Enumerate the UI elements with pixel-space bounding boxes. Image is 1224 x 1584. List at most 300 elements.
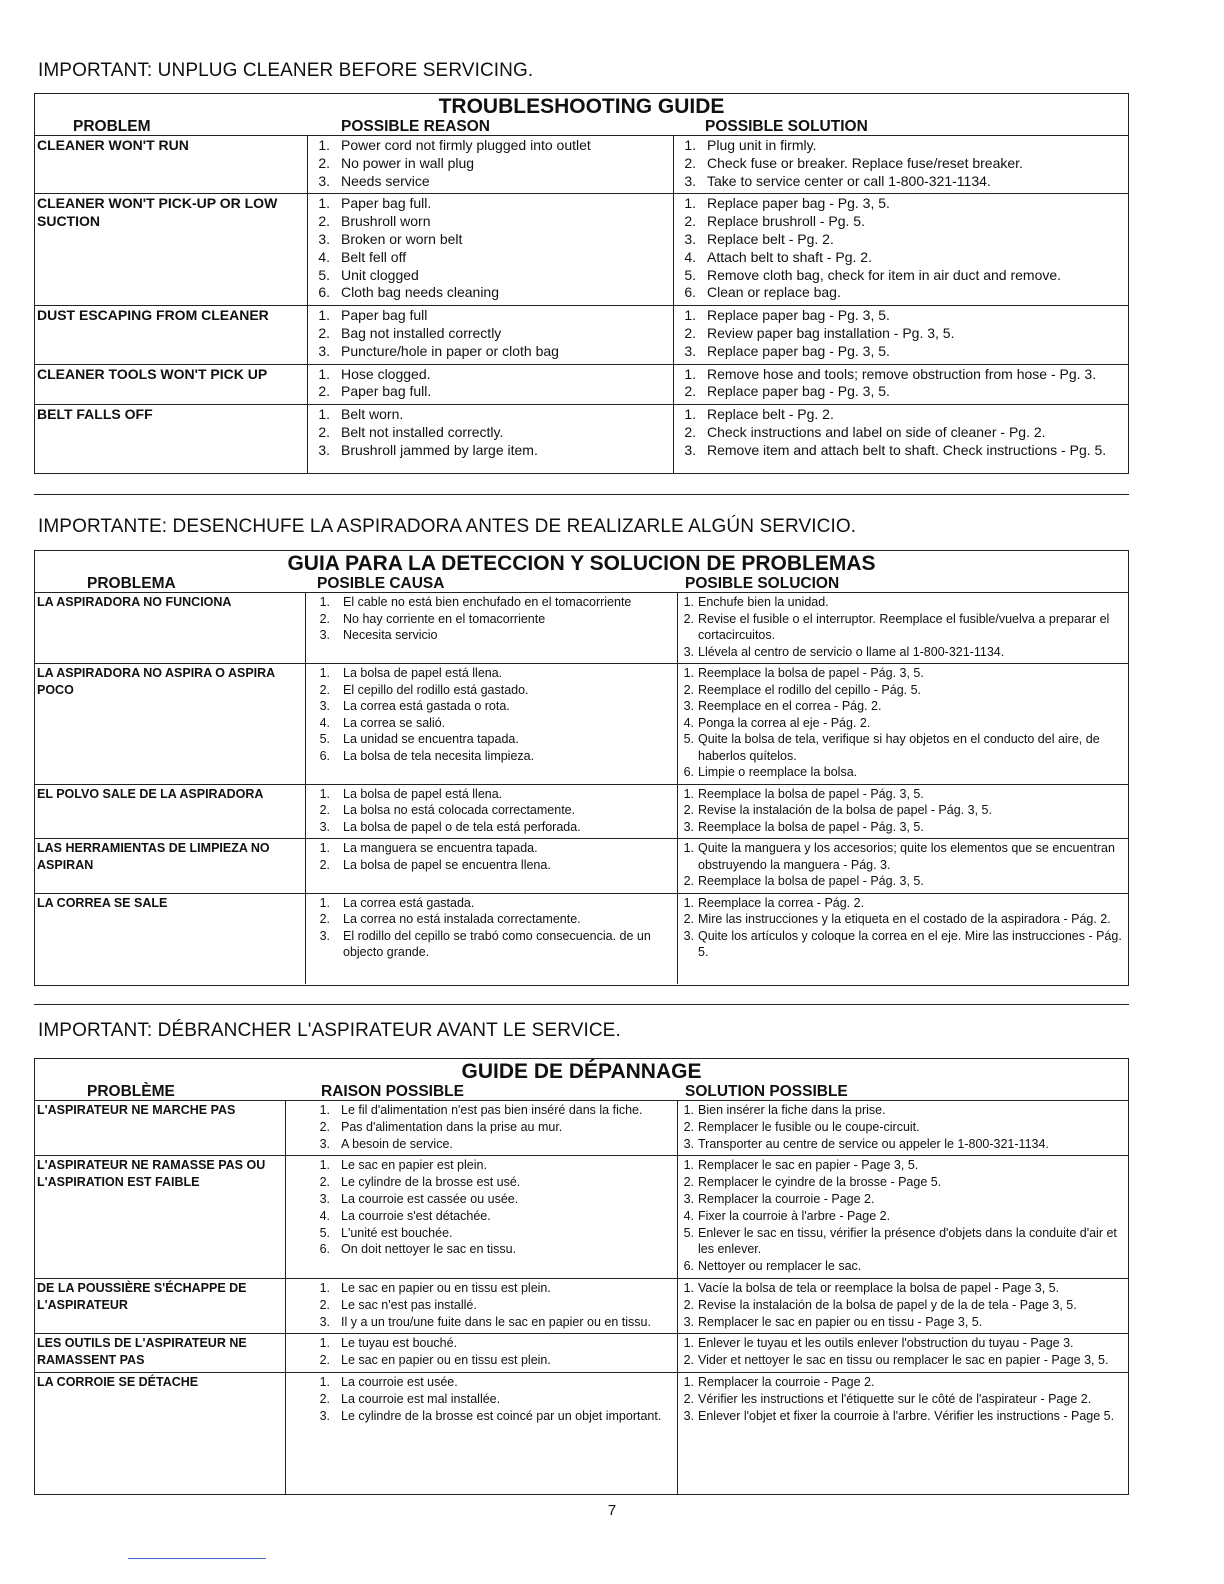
solution-cell [677,1101,1128,1155]
item-text: Il y a un trou/une fuite dans le sac en papier ou en tissu. [341,1314,651,1329]
reason-item [310,383,670,401]
reason-item [308,928,674,961]
item-number: 2. [683,874,694,888]
solution-cell [673,306,1128,363]
solution-item [680,1208,1125,1225]
section-divider [34,494,1129,495]
reason-item [288,1208,674,1225]
solution-item [676,195,1125,213]
item-text: Puncture/hole in paper or cloth bag [341,342,559,359]
item-number: 3. [683,819,694,834]
item-text: Plug unit in firmly. [707,137,817,153]
item-number: 3. [318,172,330,189]
item-number: 1. [318,307,330,324]
reason-item [310,424,670,442]
item-text: Pas d'alimentation dans la prise au mur. [341,1119,563,1134]
solution-item [676,307,1125,325]
reason-item [288,1136,674,1153]
solution-item [680,1157,1125,1174]
reason-cell [307,365,673,405]
solution-item [676,137,1125,155]
item-text: Replace paper bag - Pg. 3, 5. [707,383,890,400]
reason-item [288,1119,674,1136]
item-number: 6. [319,1242,330,1257]
item-number: 5. [319,732,330,746]
item-number: 2. [684,383,696,400]
notice-french: IMPORTANT: DÉBRANCHER L'ASPIRATEUR AVANT LE SERVICE. [38,1020,621,1041]
reason-cell [305,664,677,784]
item-number: 5. [319,1225,330,1240]
item-text: Belt not installed correctly. [341,423,504,440]
reason-item [288,1391,674,1408]
reason-item [310,231,670,249]
solution-item [676,424,1125,442]
problem-cell: L'ASPIRATEUR NE RAMASSE PAS OU L'ASPIRATION EST FAIBLE [37,1158,266,1190]
item-number: 4. [319,715,330,730]
solution-item [680,1191,1125,1208]
solution-item [680,1352,1125,1369]
header-problem: PROBLEMA [87,575,176,592]
item-text: Revise la instalación de la bolsa de papel - Pág. 3, 5. [698,803,992,817]
solution-item [680,665,1125,682]
table-row [35,1156,1128,1279]
item-number: 1. [318,406,330,423]
item-text: Llévela al centro de servicio o llame al 1-800-321-1134. [698,644,1005,659]
header-solution: POSIBLE SOLUCION [685,575,840,592]
item-number: 3. [318,441,330,458]
page-number: 7 [607,1502,617,1519]
item-number: 1. [683,1280,694,1295]
reason-item [310,267,670,285]
troubleshooting-guide-french [34,1058,1129,1495]
table-row [35,894,1128,984]
solution-item [676,325,1125,343]
item-text: Remplacer le sac en papier - Page 3, 5. [698,1158,919,1173]
item-text: La courroie est cassée ou usée. [341,1191,519,1206]
item-number: 1. [683,1158,694,1173]
item-text: Reemplace la bolsa de papel - Pág. 3, 5. [698,874,924,888]
item-number: 1. [318,195,330,212]
item-text: Take to service center or call 1-800-321-1134. [707,172,991,189]
item-text: Needs service [341,172,430,189]
item-text: Unit clogged [341,266,419,283]
solution-item [680,1408,1125,1425]
item-text: Review paper bag installation - Pg. 3, 5. [707,324,955,341]
item-text: Reemplace en el correa - Pág. 2. [698,699,882,713]
item-number: 3. [683,928,694,943]
reason-item [308,748,674,765]
solution-item [680,1258,1125,1275]
reason-item [308,594,674,611]
solution-item [680,1374,1125,1391]
item-text: Enlever le sac en tissu, vérifier la présence d'objets dans la conduite d'air et les enlever. [698,1225,1117,1257]
table-row [35,1279,1128,1334]
item-text: Transporter au centre de service ou appeler le 1-800-321-1134. [698,1136,1049,1151]
solution-item [680,802,1125,819]
table-row [35,1334,1128,1373]
column-headers [35,575,1128,593]
table-row [35,136,1128,194]
item-text: La bolsa de papel se encuentra llena. [343,857,551,872]
reason-item [310,155,670,173]
item-number: 1. [319,1158,330,1173]
item-number: 2. [319,1175,330,1190]
header-problem: PROBLÈME [87,1083,175,1100]
item-text: Replace belt - Pg. 2. [707,406,834,423]
item-number: 1. [684,195,696,212]
solution-item [680,911,1125,928]
item-number: 1. [683,1374,694,1389]
item-number: 3. [683,699,694,713]
solution-item [680,1335,1125,1352]
item-number: 2. [683,1175,694,1190]
problem-cell: LES OUTILS DE L'ASPIRATEUR NE RAMASSENT PAS [37,1336,247,1368]
reason-item [310,195,670,213]
solution-item [680,1225,1125,1259]
item-number: 1. [683,666,694,680]
table-row [35,664,1128,785]
item-number: 3. [683,1136,694,1151]
problem-cell: DE LA POUSSIÈRE S'ÉCHAPPE DE L'ASPIRATEUR [37,1280,247,1312]
item-text: Le sac n'est pas installé. [341,1297,477,1312]
item-text: Replace brushroll - Pg. 5. [707,213,865,230]
item-number: 2. [318,154,330,171]
item-text: Enchufe bien la unidad. [698,595,829,609]
item-text: La courroie s'est détachée. [341,1208,491,1223]
item-text: La courroie est usée. [341,1374,458,1389]
item-number: 3. [684,342,696,359]
item-text: Revise el fusible o el interruptor. Reemplace el fusible/vuelva a preparar el cortacircuitos. [698,611,1110,642]
item-text: Le sac en papier est plein. [341,1158,487,1173]
reason-item [288,1280,674,1297]
column-headers [35,1083,1128,1101]
solution-item [680,1314,1125,1331]
table-row [35,405,1128,473]
item-text: Enlever le tuyau et les outils enlever l'obstruction du tuyau - Page 3. [698,1336,1074,1351]
item-text: La manguera se encuentra tapada. [343,841,538,855]
reason-item [308,682,674,699]
solution-item [680,731,1125,764]
item-text: Reemplace el rodillo del cepillo - Pág. 5. [698,682,922,697]
problem-cell: CLEANER WON'T RUN [37,137,189,153]
item-number: 2. [318,383,330,400]
item-number: 5. [684,266,696,283]
problem-cell: L'ASPIRATEUR NE MARCHE PAS [37,1103,236,1117]
item-number: 1. [319,895,330,910]
item-text: La bolsa de tela necesita limpieza. [343,748,535,763]
item-text: Belt worn. [341,406,404,423]
item-text: Quite la bolsa de tela, verifique si hay objetos en el conducto del aire, de haberlos quítelos. [698,732,1100,763]
item-number: 3. [683,644,694,659]
item-number: 1. [683,1103,694,1117]
item-number: 2. [683,1297,694,1312]
reason-item [310,343,670,361]
item-text: Vider et nettoyer le sac en tissu ou remplacer le sac en papier - Page 3, 5. [698,1353,1109,1368]
reason-cell [305,593,677,663]
item-text: Remplacer le sac en papier ou en tissu - Page 3, 5. [698,1314,983,1329]
section-divider [34,1004,1129,1005]
item-text: L'unité est bouchée. [341,1225,453,1240]
item-number: 6. [683,1259,694,1274]
solution-item [680,873,1125,890]
solution-item [676,343,1125,361]
reason-item [308,857,674,874]
solution-item [680,611,1125,644]
item-text: La correa se salió. [343,715,446,730]
problem-cell: CLEANER TOOLS WON'T PICK UP [37,365,268,382]
problem-cell: BELT FALLS OFF [37,406,153,423]
solution-cell [673,194,1128,305]
item-text: No power in wall plug [341,154,475,171]
item-number: 1. [318,137,330,153]
item-text: Clean or replace bag. [707,284,841,301]
item-text: On doit nettoyer le sac en tissu. [341,1242,517,1257]
problem-cell: LA CORROIE SE DÉTACHE [37,1374,199,1389]
item-text: Le sac en papier ou en tissu est plein. [341,1353,551,1368]
solution-item [680,1102,1125,1119]
solution-cell [677,664,1128,784]
item-number: 1. [319,1374,330,1389]
reason-item [308,611,674,628]
reason-item [288,1174,674,1191]
item-number: 2. [319,1353,330,1368]
reason-item [308,731,674,748]
item-text: Quite la manguera y los accesorios; quite los elementos que se encuentran obstruyendo la manguera - Pág. 3. [698,841,1115,872]
table-row [35,785,1128,840]
item-text: La bolsa no está colocada correctamente. [343,803,576,817]
notice-spanish: IMPORTANTE: DESENCHUFE LA ASPIRADORA ANTES DE REALIZARLE ALGÚN SERVICIO. [38,516,857,537]
column-headers [35,118,1128,136]
item-text: No hay corriente en el tomacorriente [343,611,546,626]
solution-cell [673,405,1128,473]
item-text: Remplacer la courroie - Page 2. [698,1374,875,1389]
solution-item [680,1391,1125,1408]
solution-item [680,1119,1125,1136]
item-text: Remplacer le cyindre de la brosse - Page 5. [698,1175,942,1190]
item-number: 2. [319,912,330,926]
item-text: Le cylindre de la brosse est usé. [341,1175,521,1190]
reason-item [310,442,670,460]
solution-cell [677,839,1128,893]
item-text: Remove hose and tools; remove obstruction from hose - Pg. 3. [707,365,1097,382]
solution-cell [677,1279,1128,1333]
item-text: Le cylindre de la brosse est coincé par un objet important. [341,1408,662,1423]
solution-item [680,895,1125,912]
item-number: 6. [318,284,330,301]
solution-item [680,786,1125,803]
header-reason: POSIBLE CAUSA [317,575,445,592]
header-reason: RAISON POSSIBLE [321,1083,464,1100]
item-text: Le fil d'alimentation n'est pas bien inséré dans la fiche. [341,1103,643,1117]
item-number: 5. [318,266,330,283]
reason-cell [305,894,677,984]
solution-item [680,644,1125,661]
reason-item [308,665,674,682]
item-text: Hose clogged. [341,365,431,382]
item-number: 1. [683,595,694,609]
item-number: 4. [683,715,694,730]
reason-item [310,325,670,343]
item-number: 3. [318,342,330,359]
item-number: 3. [319,1191,330,1206]
item-text: La bolsa de papel está llena. [343,666,503,680]
solution-item [680,1280,1125,1297]
solution-cell [673,136,1128,193]
solution-item [676,213,1125,231]
item-number: 2. [319,1297,330,1312]
reason-item [310,307,670,325]
reason-cell [285,1156,677,1278]
item-number: 3. [319,1136,330,1151]
solution-cell [677,593,1128,663]
item-text: Le sac en papier ou en tissu est plein. [341,1280,551,1295]
item-number: 3. [684,230,696,247]
item-number: 2. [318,423,330,440]
reason-item [308,840,674,857]
item-number: 3. [684,172,696,189]
item-number: 5. [683,1225,694,1240]
solution-item [676,173,1125,191]
table-row [35,365,1128,406]
table-row [35,194,1128,306]
item-text: Remplacer la courroie - Page 2. [698,1191,875,1206]
item-text: Check fuse or breaker. Replace fuse/reset breaker. [707,154,1023,171]
problem-cell: LA CORREA SE SALE [37,895,168,910]
reason-cell [307,194,673,305]
item-text: Replace belt - Pg. 2. [707,230,834,247]
table-row [35,1101,1128,1156]
header-solution: POSSIBLE SOLUTION [705,118,868,135]
reason-cell [285,1334,677,1372]
item-number: 3. [319,1314,330,1329]
item-text: Brushroll jammed by large item. [341,441,538,458]
solution-item [676,267,1125,285]
item-number: 1. [684,365,696,382]
solution-cell [677,1373,1128,1494]
item-text: Bag not installed correctly [341,324,502,341]
problem-cell: DUST ESCAPING FROM CLEANER [37,307,269,324]
item-number: 3. [319,928,330,943]
problem-cell: CLEANER WON'T PICK-UP OR LOW SUCTION [37,195,278,230]
reason-item [288,1297,674,1314]
item-text: El rodillo del cepillo se trabó como consecuencia. de un objecto grande. [343,928,651,959]
item-number: 1. [319,595,330,609]
solution-item [680,698,1125,715]
item-text: Remove cloth bag, check for item in air duct and remove. [707,266,1062,283]
item-number: 4. [318,248,330,265]
header-problem: PROBLEM [73,118,151,135]
guide-title: GUIDE DE DÉPANNAGE [461,1060,702,1083]
solution-item [680,764,1125,781]
solution-item [676,406,1125,424]
item-text: Check instructions and label on side of cleaner - Pg. 2. [707,423,1046,440]
item-number: 6. [683,765,694,779]
item-text: Reemplace la bolsa de papel - Pág. 3, 5. [698,666,924,680]
item-text: La bolsa de papel o de tela está perforada. [343,819,581,834]
reason-item [288,1374,674,1391]
reason-item [288,1241,674,1258]
item-number: 1. [684,137,696,153]
item-number: 1. [319,1280,330,1295]
reason-item [308,802,674,819]
item-text: Revise la instalación de la bolsa de papel y de la de tela - Page 3, 5. [698,1297,1077,1312]
item-text: Quite los artículos y coloque la correa en el eje. Mire las instrucciones - Pág. 5. [698,928,1122,959]
item-text: Attach belt to shaft - Pg. 2. [707,248,872,265]
item-number: 2. [319,682,330,697]
item-text: La courroie est mal installée. [341,1391,501,1406]
solution-item [676,284,1125,302]
item-text: El cable no está bien enchufado en el tomacorriente [343,595,632,609]
item-text: Brushroll worn [341,213,431,230]
item-number: 2. [319,611,330,626]
reason-item [308,895,674,912]
item-number: 6. [684,284,696,301]
item-number: 2. [318,213,330,230]
solution-cell [673,365,1128,405]
guide-title: GUIA PARA LA DETECCION Y SOLUCION DE PROBLEMAS [287,552,876,575]
item-number: 3. [319,628,330,642]
item-number: 2. [683,1391,694,1406]
reason-item [288,1335,674,1352]
reason-cell [285,1373,677,1494]
item-number: 1. [683,1336,694,1351]
item-text: Paper bag full. [341,195,432,212]
reason-item [288,1352,674,1369]
reason-item [308,819,674,836]
reason-item [288,1408,674,1425]
item-text: Vérifier les instructions et l'étiquette sur le côté de l'aspirateur - Page 2. [698,1391,1092,1406]
item-number: 1. [683,786,694,801]
item-number: 4. [319,1208,330,1223]
troubleshooting-guide-spanish [34,550,1129,986]
item-number: 2. [683,803,694,817]
reason-item [310,137,670,155]
solution-item [680,1174,1125,1191]
item-number: 2. [684,324,696,341]
reason-item [308,786,674,803]
header-reason: POSSIBLE REASON [341,118,490,135]
item-number: 3. [683,1314,694,1329]
item-text: Necesita servicio [343,628,438,642]
table-row [35,593,1128,664]
item-text: Replace paper bag - Pg. 3, 5. [707,195,890,212]
problem-cell: LA ASPIRADORA NO FUNCIONA [37,595,232,609]
problem-cell: LA ASPIRADORA NO ASPIRA O ASPIRA POCO [37,666,275,697]
item-text: Paper bag full. [341,383,432,400]
solution-item [676,155,1125,173]
solution-item [680,1297,1125,1314]
reason-cell [305,839,677,893]
item-number: 3. [319,819,330,834]
guide-title: TROUBLESHOOTING GUIDE [438,95,725,118]
item-text: La unidad se encuentra tapada. [343,732,519,746]
item-text: Reemplace la bolsa de papel - Pág. 3, 5. [698,819,924,834]
item-number: 1. [683,841,694,855]
solution-item [676,442,1125,460]
item-text: Fixer la courroie à l'arbre - Page 2. [698,1208,891,1223]
reason-cell [307,405,673,473]
item-text: Remove item and attach belt to shaft. Check instructions - Pg. 5. [707,441,1107,458]
solution-item [676,231,1125,249]
solution-item [680,819,1125,836]
item-number: 2. [683,1353,694,1368]
notice-english: IMPORTANT: UNPLUG CLEANER BEFORE SERVICING. [38,60,534,81]
item-number: 2. [684,213,696,230]
item-text: Mire las instrucciones y la etiqueta en el costado de la aspiradora - Pág. 2. [698,912,1111,926]
item-number: 2. [319,857,330,872]
item-number: 5. [683,732,694,746]
reason-item [310,249,670,267]
